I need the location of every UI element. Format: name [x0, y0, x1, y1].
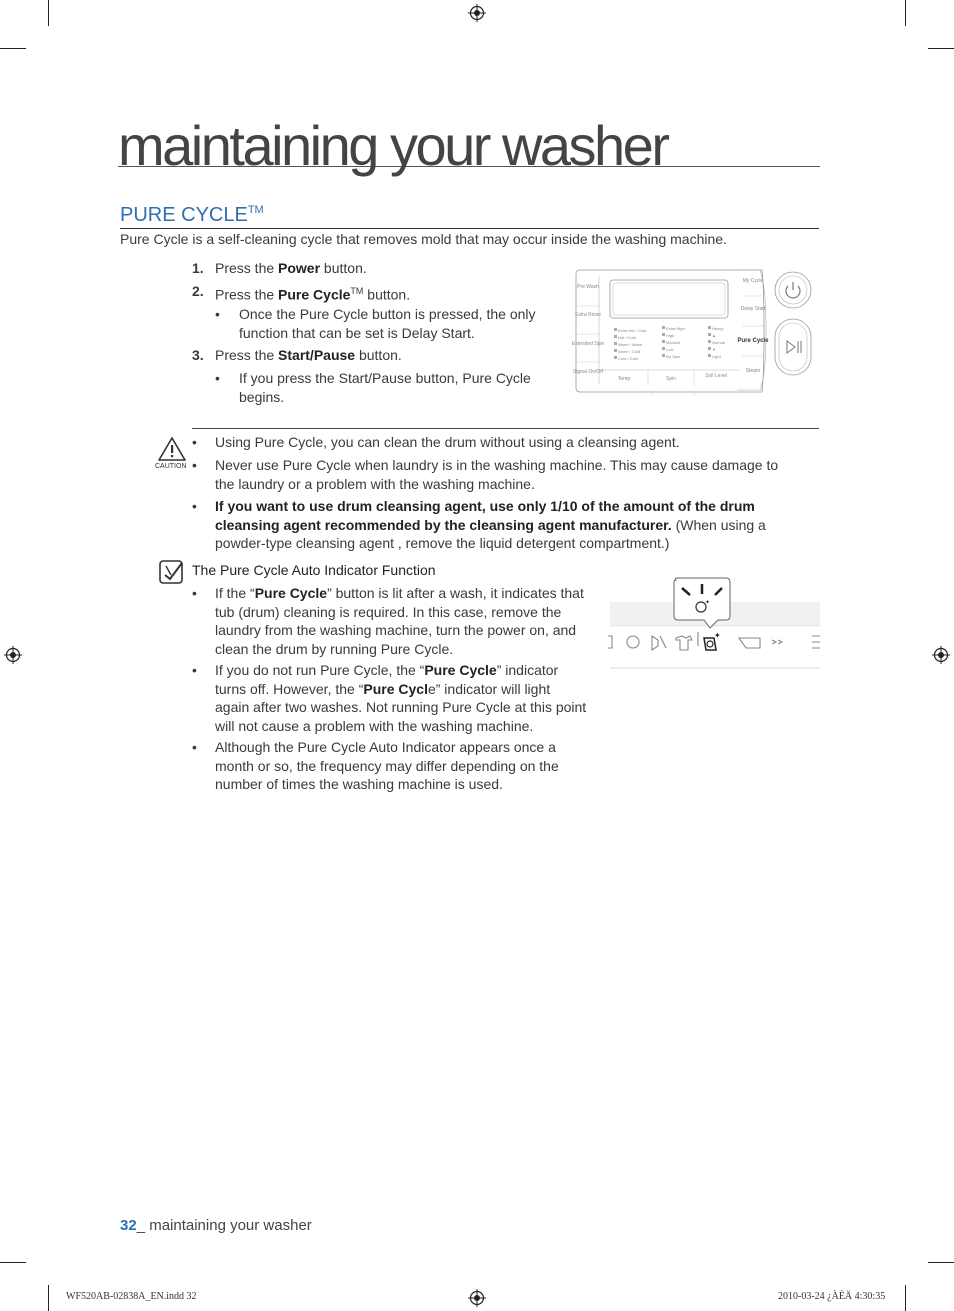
note-item-2: • If you do not run Pure Cycle, the “Pure Cycle” indicator turns off. However, the “Pure Cycle” indicator will light again after two washes. Not running Pure Cycle at this point will not cause a problem with the washing machine. — [192, 662, 587, 734]
registration-mark-icon — [468, 1289, 486, 1307]
panel-label-temp: Temp — [617, 376, 631, 382]
note-icon — [158, 559, 186, 585]
svg-text:Warm / Warm: Warm / Warm — [618, 342, 643, 347]
callout-bubble — [674, 578, 730, 628]
registration-mark-icon — [932, 646, 950, 664]
svg-text:♢: ♢ — [650, 392, 655, 398]
crop-mark — [928, 1262, 954, 1263]
crop-mark — [0, 1262, 26, 1263]
power-button-icon — [775, 272, 811, 308]
registration-mark-icon — [4, 646, 22, 664]
caution-item-1: • Using Pure Cycle, you can clean the drum without using a cleansing agent. — [192, 434, 680, 450]
svg-text:Heavy: Heavy — [712, 326, 724, 331]
start-pause-button-icon — [775, 319, 811, 375]
page-title: maintaining your washer — [118, 116, 820, 167]
print-slug-date: 2010-03-24 ¿ÀÈÄ 4:30:35 — [778, 1291, 886, 1302]
svg-text:♢: ♢ — [692, 392, 697, 398]
panel-button-signal: Signal On/Off — [573, 369, 603, 375]
crop-mark — [0, 48, 26, 49]
step-1: 1. Press the Power button. — [192, 260, 367, 276]
panel-button-pure-cycle: Pure Cycle — [737, 338, 769, 344]
svg-text:▲: ▲ — [712, 333, 716, 338]
panel-button-my-cycle: My Cycle — [742, 278, 764, 284]
print-slug-file: WF520AB-02838A_EN.indd 32 — [66, 1291, 197, 1302]
step-2-bullet: • Once the Pure Cycle button is pressed, the only function that can be set is Delay Start. — [215, 306, 536, 341]
panel-button-extra-rinse: Extra Rinse — [575, 312, 601, 318]
step-2: 2. Press the Pure Cycle™ button. — [192, 283, 411, 303]
svg-text:Warm / Cold: Warm / Cold — [618, 349, 641, 354]
registration-mark-icon — [468, 4, 486, 22]
svg-text:▼: ▼ — [712, 347, 716, 352]
separator-line — [192, 428, 819, 429]
crop-mark — [48, 1285, 49, 1311]
panel-label-soil: Soil Level — [705, 373, 727, 379]
panel-label-spin: Spin — [665, 376, 677, 382]
svg-text:No Spin: No Spin — [666, 354, 681, 359]
caution-triangle-icon — [157, 436, 187, 462]
svg-text:Extra Hot / Cold: Extra Hot / Cold — [618, 328, 647, 333]
svg-text:✦: ✦ — [705, 600, 711, 606]
svg-text:Light: Light — [712, 354, 721, 359]
caution-item-3: • If you want to use drum cleansing agent, use only 1/10 of the amount of the drum cleansing agent recommended by the cleansing agent manufacturer. (When using a powder-type cleansing agent , remove the liquid detergent compartment.) — [192, 498, 766, 551]
svg-text:Cold / Cold: Cold / Cold — [618, 356, 638, 361]
svg-text:Hot / Cold: Hot / Cold — [618, 335, 636, 340]
crop-mark — [48, 0, 49, 26]
svg-text:High: High — [666, 333, 675, 338]
step-3: 3. Press the Start/Pause button. — [192, 347, 402, 363]
section-heading: PURE CYCLE™ — [120, 198, 819, 229]
panel-button-delay-start: Delay Start — [740, 306, 766, 312]
step-3-bullet: • If you press the Start/Pause button, Pure Cycle begins. — [215, 370, 531, 405]
svg-text:Extra High: Extra High — [666, 326, 685, 331]
note-item-3: • Although the Pure Cycle Auto Indicator appears once a month or so, the frequency may differ depending on the number of times the washing machine is used. — [192, 739, 559, 792]
note-item-1: • If the “Pure Cycle” button is lit after a wash, it indicates that tub (drum) cleaning is required. In this case, remove the laundry from the washing machine, turn the power on, and clean the drum by running Pure Cycle. — [192, 585, 584, 657]
note-heading: The Pure Cycle Auto Indicator Function — [192, 562, 436, 578]
pure-cycle-indicator-icon — [704, 631, 721, 650]
page-number: 32 — [120, 1217, 137, 1234]
crop-mark — [905, 1285, 906, 1311]
indicator-illustration — [606, 576, 820, 672]
page-footer: 32_ maintaining your washer — [120, 1217, 312, 1234]
crop-mark — [905, 0, 906, 26]
intro-paragraph: Pure Cycle is a self-cleaning cycle that removes mold that may occur inside the washing machine. — [120, 231, 727, 247]
svg-text:✦: ✦ — [714, 631, 721, 640]
control-panel-illustration — [572, 266, 814, 400]
panel-button-extended-spin: Extended Spin — [572, 341, 605, 347]
caution-label: CAUTION — [155, 463, 187, 470]
crop-mark — [928, 48, 954, 49]
svg-text:Low: Low — [666, 347, 674, 352]
svg-text:Normal: Normal — [712, 340, 725, 345]
caution-item-2: • Never use Pure Cycle when laundry is in the washing machine. This may cause damage to the laundry or a problem with the washing machine. — [192, 457, 779, 492]
panel-button-pre-wash: Pre Wash — [577, 284, 599, 290]
svg-text:Medium: Medium — [666, 340, 681, 345]
panel-button-steam: Steam — [745, 368, 761, 374]
